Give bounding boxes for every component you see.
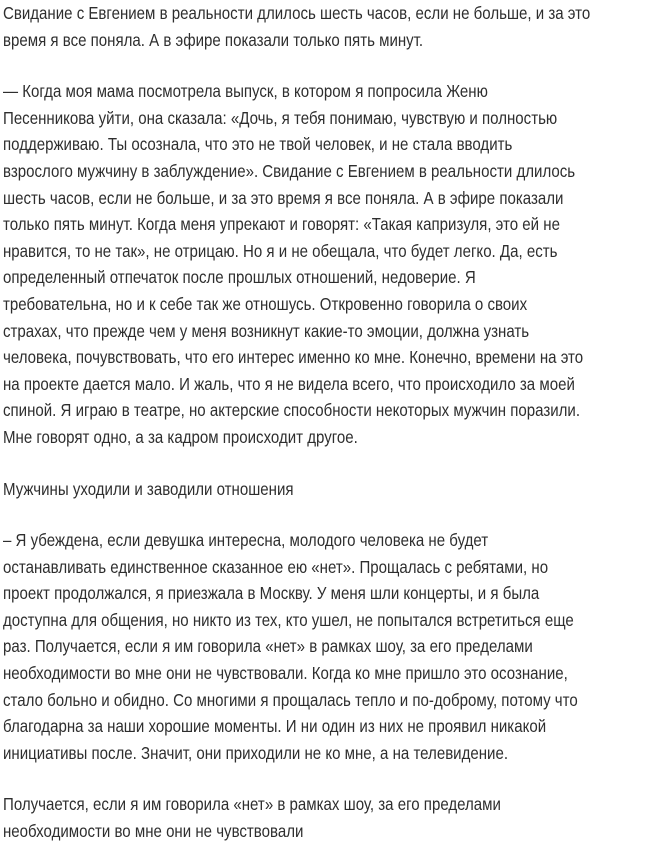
text-line: Получается, если я им говорила «нет» в рамках шоу, за его пределами (3, 794, 501, 815)
text-line: инициативы после. Значит, они приходили не ко мне, а на телевидение. (3, 742, 509, 763)
paragraph-interview-1 (3, 78, 667, 450)
text-line: стало больно и обидно. Со многими я прощалась тепло и по-доброму, потому что (3, 689, 578, 710)
text-line: поддерживаю. Ты осознала, что это не твой человек, и не стала вводить (3, 134, 513, 155)
article-body (3, 0, 667, 845)
text-line: останавливать единственное сказанное ею «нет». Прощалась с ребятами, но (3, 556, 549, 577)
text-line: нравится, то не так», не отрицаю. Но я и не обещала, что будет легко. Да, есть (3, 240, 558, 261)
text-line: Свидание с Евгением в реальности длилось шесть часов, если не больше, и за это (3, 3, 591, 23)
text-line: Песенникова уйти, она сказала: «Дочь, я тебя понимаю, чувствую и полностью (3, 107, 558, 128)
text-line: человека, почувствовать, что его интерес именно ко мне. Конечно, времени на это (3, 347, 584, 368)
paragraph-gap (3, 53, 667, 78)
paragraph-gap (3, 451, 667, 476)
paragraph-gap (3, 766, 667, 791)
paragraph-interview-2 (3, 527, 667, 766)
paragraph-intro (3, 0, 667, 53)
text-line: — Когда моя мама посмотрела выпуск, в котором я попросила Женю (3, 81, 488, 102)
text-line: определенный отпечаток после прошлых отношений, недоверие. Я (3, 267, 476, 288)
paragraph-gap (3, 502, 667, 527)
text-line: раз. Получается, если я им говорила «нет» в рамках шоу, за его пределами (3, 636, 533, 657)
text-line: проект продолжался, я приезжала в Москву. У меня шли концерты, и я была (3, 583, 540, 604)
text-line: благодарна за наши хорошие моменты. И ни один из них не проявил никакой (3, 716, 547, 737)
text-line: страхах, что прежде чем у меня возникнут какие-то эмоции, должна узнать (3, 320, 530, 341)
text-line: Мне говорят одно, а за кадром происходит другое. (3, 426, 358, 447)
text-line: спиной. Я играю в театре, но актерские способности некоторых мужчин поразили. (3, 400, 581, 421)
text-line: только пять минут. Когда меня упрекают и говорят: «Такая капризуля, это ей не (3, 214, 560, 235)
subheading (3, 476, 667, 503)
text-line: время я все поняла. А в эфире показали только пять минут. (3, 29, 424, 50)
text-line: шесть часов, если не больше, и за это время я все поняла. А в эфире показали (3, 187, 564, 208)
text-line: на проекте дается мало. И жаль, что я не видела всего, что происходило за моей (3, 373, 575, 394)
text-line: необходимости во мне они не чувствовали (3, 821, 304, 842)
text-line: необходимости во мне они не чувствовали. Когда ко мне пришло это осознание, (3, 663, 568, 684)
pull-quote (3, 791, 667, 844)
text-line: взрослого мужчину в заблуждение». Свидание с Евгением в реальности длилось (3, 160, 576, 181)
subheading-text: Мужчины уходили и заводили отношения (3, 478, 294, 499)
text-line: требовательна, но и к себе так же отношусь. Откровенно говорила о своих (3, 293, 528, 314)
text-line: доступна для общения, но никто из тех, кто ушел, не попытался встретиться еще (3, 609, 574, 630)
text-line: – Я убеждена, если девушка интересна, молодого человека не будет (3, 530, 489, 551)
